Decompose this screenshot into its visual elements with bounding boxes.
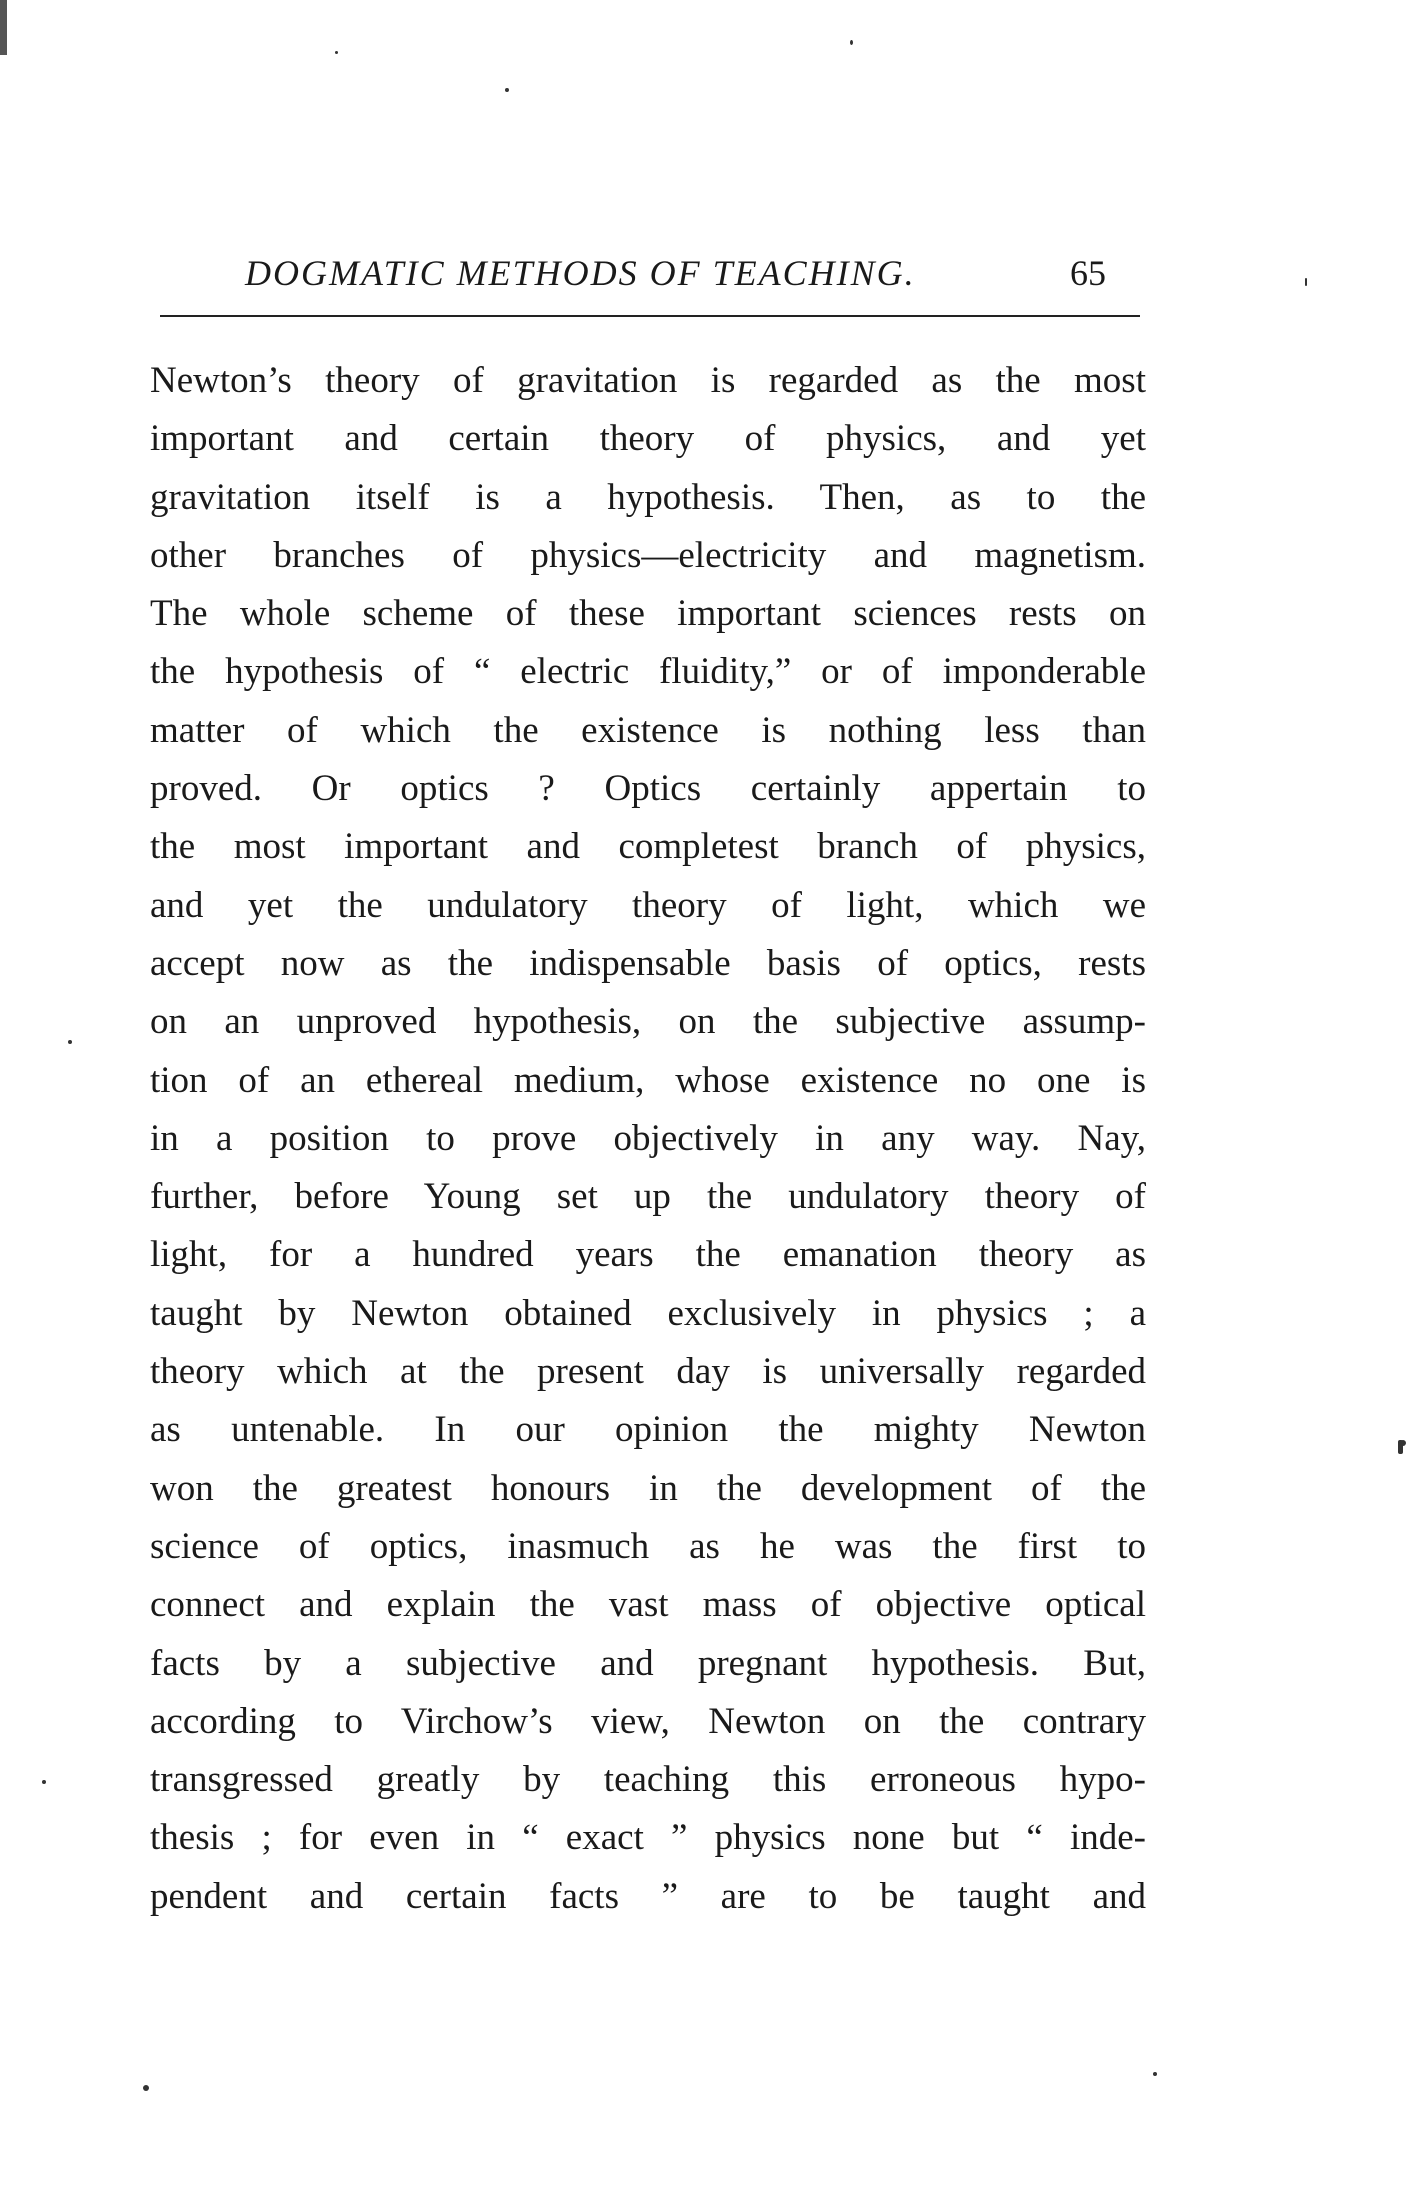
scan-speck bbox=[1305, 278, 1307, 286]
page-number: 65 bbox=[1070, 253, 1106, 293]
text-line: Newton’s theory of gravitation is regarded as the most bbox=[150, 360, 1146, 401]
scan-speck bbox=[1398, 1440, 1403, 1454]
scan-edge-mark bbox=[0, 0, 12, 55]
scan-speck bbox=[42, 1780, 46, 1784]
text-line: thesis ; for even in “ exact ” physics none but “ inde- bbox=[150, 1817, 1146, 1859]
text-line: important and certain theory of physics, and yet bbox=[150, 418, 1146, 460]
text-line: and yet the undulatory theory of light, which we bbox=[150, 884, 1146, 926]
text-line: matter of which the existence is nothing less than bbox=[150, 709, 1146, 751]
text-line: taught by Newton obtained exclusively in physics ; a bbox=[150, 1292, 1146, 1334]
text-line: other branches of physics—electricity and magnetism. bbox=[150, 534, 1146, 576]
body-text bbox=[150, 352, 1146, 1926]
scan-speck bbox=[143, 2085, 149, 2091]
text-line: light, for a hundred years the emanation theory as bbox=[150, 1234, 1146, 1276]
text-line: transgressed greatly by teaching this erroneous hypo- bbox=[150, 1759, 1146, 1801]
scan-speck bbox=[68, 1040, 72, 1044]
text-line: in a position to prove objectively in any way. Nay, bbox=[150, 1117, 1146, 1159]
scan-speck bbox=[505, 88, 509, 92]
text-line: on an unproved hypothesis, on the subjective assump- bbox=[150, 1001, 1146, 1043]
scan-speck bbox=[335, 51, 338, 54]
text-line: the most important and completest branch of physics, bbox=[150, 826, 1146, 868]
text-line: The whole scheme of these important sciences rests on bbox=[150, 593, 1146, 635]
text-line: accept now as the indispensable basis of optics, rests bbox=[150, 942, 1146, 984]
text-line: further, before Young set up the undulatory theory of bbox=[150, 1176, 1146, 1218]
text-line: proved. Or optics ? Optics certainly appertain to bbox=[150, 768, 1146, 810]
running-head: DOGMATIC METHODS OF TEACHING. bbox=[245, 253, 916, 293]
text-line: according to Virchow’s view, Newton on the contrary bbox=[150, 1700, 1146, 1742]
text-line: connect and explain the vast mass of objective optical bbox=[150, 1584, 1146, 1626]
text-line: theory which at the present day is universally regarded bbox=[150, 1351, 1146, 1393]
text-line: facts by a subjective and pregnant hypothesis. But, bbox=[150, 1642, 1146, 1684]
scan-speck bbox=[850, 40, 853, 45]
text-line: gravitation itself is a hypothesis. Then, as to the bbox=[150, 476, 1146, 518]
text-line: pendent and certain facts ” are to be taught and bbox=[150, 1875, 1146, 1917]
text-line: the hypothesis of “ electric fluidity,” or of imponderable bbox=[150, 651, 1146, 693]
text-line: science of optics, inasmuch as he was the first to bbox=[150, 1525, 1146, 1567]
page-header bbox=[150, 238, 1150, 298]
text-line: tion of an ethereal medium, whose existence no one is bbox=[150, 1059, 1146, 1101]
header-rule bbox=[160, 315, 1140, 317]
scan-speck bbox=[1153, 2072, 1157, 2076]
text-line: as untenable. In our opinion the mighty Newton bbox=[150, 1409, 1146, 1451]
text-line: won the greatest honours in the development of the bbox=[150, 1467, 1146, 1509]
